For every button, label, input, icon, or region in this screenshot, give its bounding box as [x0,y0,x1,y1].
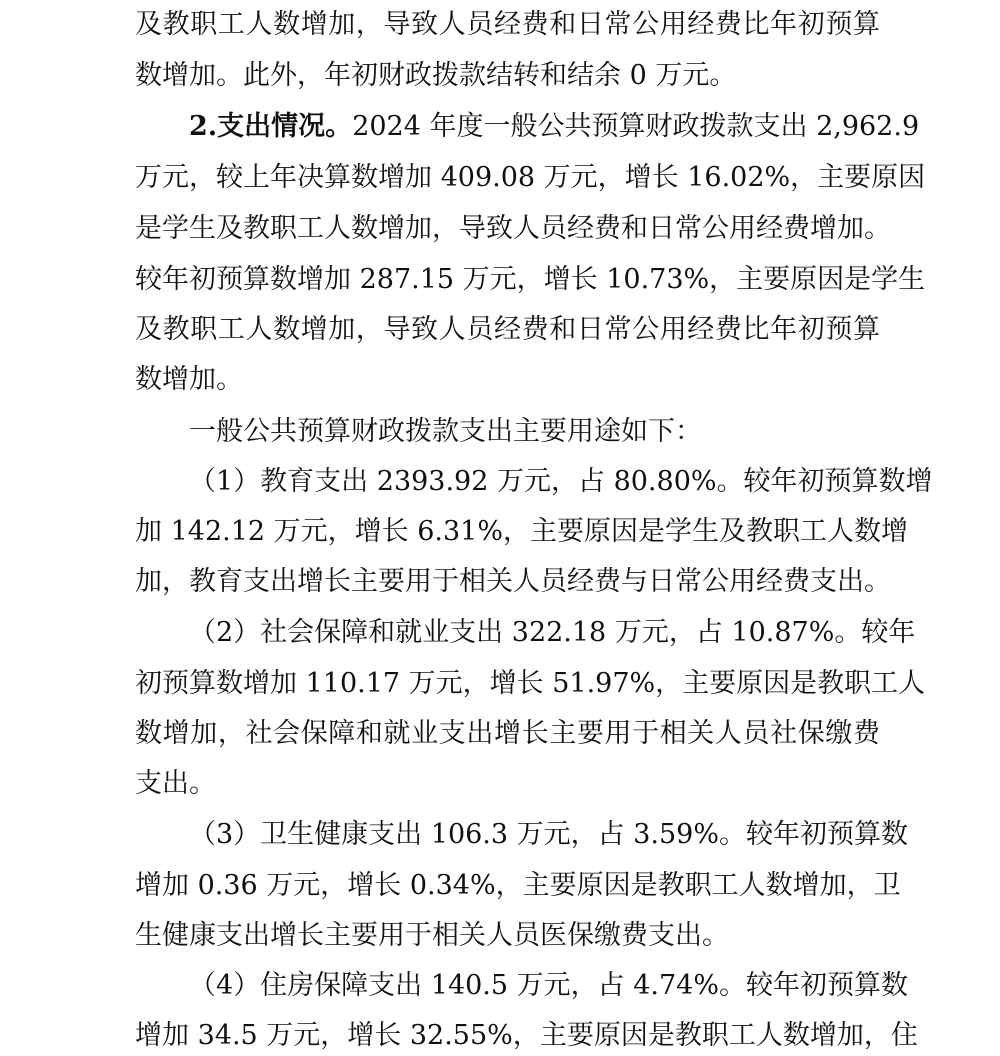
paragraph-line: 及教职工人数增加，导致人员经费和日常公用经费比年初预算 [135,9,880,40]
paragraph-line: 支出。 [135,768,216,799]
paragraph-line: （2）社会保障和就业支出 322.18 万元，占 10.87%。较年 [189,617,916,648]
paragraph-text: 2024 年度一般公共预算财政拨款支出 2,962.9 [352,111,920,142]
paragraph-line: 数增加。 [135,364,243,395]
paragraph-line: 及教职工人数增加，导致人员经费和日常公用经费比年初预算 [135,314,880,345]
paragraph-line: 初预算数增加 110.17 万元，增长 51.97%，主要原因是教职工人 [135,668,926,699]
paragraph-line: 增加 0.36 万元，增长 0.34%，主要原因是教职工人数增加，卫 [135,870,901,901]
paragraph-line: 生健康支出增长主要用于相关人员医保缴费支出。 [135,920,729,951]
paragraph-line: 数增加，社会保障和就业支出增长主要用于相关人员社保缴费 [135,718,880,749]
section-paragraph-line [189,107,920,147]
paragraph-line: 较年初预算数增加 287.15 万元，增长 10.73%，主要原因是学生 [135,264,926,295]
paragraph-line: 数增加。此外，年初财政拨款结转和结余 0 万元。 [135,60,737,91]
paragraph-line: （1）教育支出 2393.92 万元，占 80.80%。较年初预算数增 [189,466,933,497]
paragraph-line: 万元，较上年决算数增加 409.08 万元，增长 16.02%，主要原因 [135,162,926,193]
paragraph-line: 加，教育支出增长主要用于相关人员经费与日常公用经费支出。 [135,566,891,597]
paragraph-line: 是学生及教职工人数增加，导致人员经费和日常公用经费增加。 [135,213,891,244]
paragraph-line: （3）卫生健康支出 106.3 万元，占 3.59%。较年初预算数 [189,819,908,850]
paragraph-line: （4）住房保障支出 140.5 万元，占 4.74%。较年初预算数 [189,970,908,1001]
paragraph-line: 增加 34.5 万元，增长 32.55%，主要原因是教职工人数增加，住 [135,1020,918,1051]
section-heading: 2.支出情况。 [189,111,353,142]
paragraph-line: 一般公共预算财政拨款支出主要用途如下： [189,416,702,447]
paragraph-line: 加 142.12 万元，增长 6.31%，主要原因是学生及教职工人数增 [135,516,908,547]
